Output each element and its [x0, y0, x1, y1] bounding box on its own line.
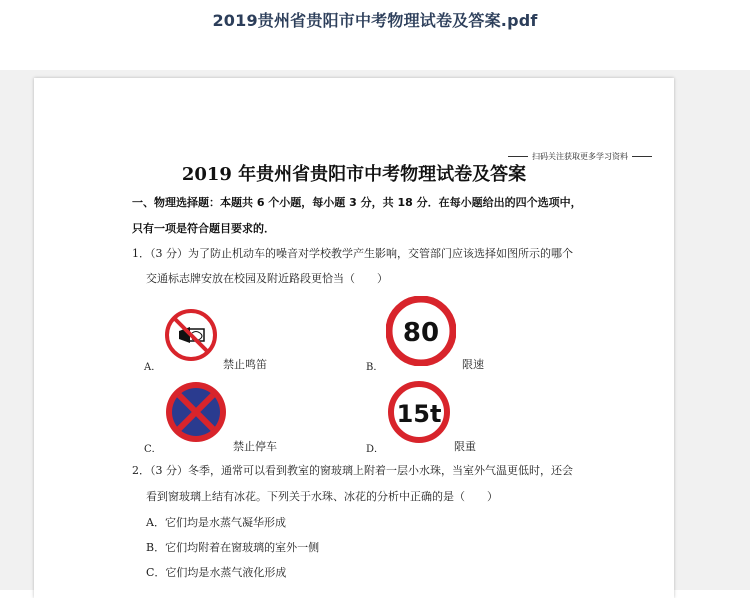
speed-sign-text: 80	[402, 318, 440, 348]
option-a-letter: A．	[144, 362, 162, 373]
promo-rule-left	[508, 156, 528, 157]
option-b-label: 限速	[462, 358, 484, 371]
speed-limit-80-sign-icon	[386, 296, 456, 366]
section-heading-line-1: 一、物理选择题：本题共 6 个小题，每小题 3 分，共 18 分．在每小题给出的四个选项中，	[132, 196, 582, 209]
option-c-letter: C．	[144, 444, 162, 455]
document-title: 2019 年贵州省贵阳市中考物理试卷及答案	[181, 164, 527, 185]
option-a-label: 禁止鸣笛	[223, 358, 267, 371]
option-d-label: 限重	[454, 440, 476, 453]
pdf-page	[34, 78, 674, 598]
question-1-line-2: 交通标志牌安放在校园及附近路段更恰当（ ）	[146, 272, 388, 285]
question-2-option-a: A．它们均是水蒸气凝华形成	[146, 516, 286, 529]
question-2-option-c: C．它们均是水蒸气液化形成	[146, 566, 287, 579]
promo-rule-right	[632, 156, 652, 157]
promo-text: 扫码关注获取更多学习资料	[532, 152, 628, 161]
no-horn-sign-icon	[164, 308, 218, 362]
title-bar	[0, 0, 750, 70]
file-title: 2019贵州省贵阳市中考物理试卷及答案.pdf	[212, 11, 538, 30]
question-1-line-1: 1．（3 分）为了防止机动车的噪音对学校教学产生影响，交管部门应该选择如图所示的哪个	[132, 247, 573, 260]
option-d-letter: D．	[366, 444, 385, 455]
option-c-label: 禁止停车	[233, 440, 277, 453]
question-2-line-2: 看到窗玻璃上结有冰花。下列关于水珠、冰花的分析中正确的是（ ）	[146, 490, 498, 503]
option-b-letter: B．	[366, 362, 384, 373]
weight-sign-text: 15t	[396, 400, 442, 428]
no-parking-sign-icon	[164, 380, 228, 444]
weight-limit-15t-sign-icon	[387, 380, 451, 444]
question-2-line-1: 2．（3 分）冬季，通常可以看到教室的窗玻璃上附着一层小水珠，当室外气温更低时，还会	[132, 464, 573, 477]
section-heading-line-2: 只有一项是符合题目要求的．	[132, 222, 275, 235]
question-2-option-b: B．它们均附着在窗玻璃的室外一侧	[146, 541, 320, 554]
